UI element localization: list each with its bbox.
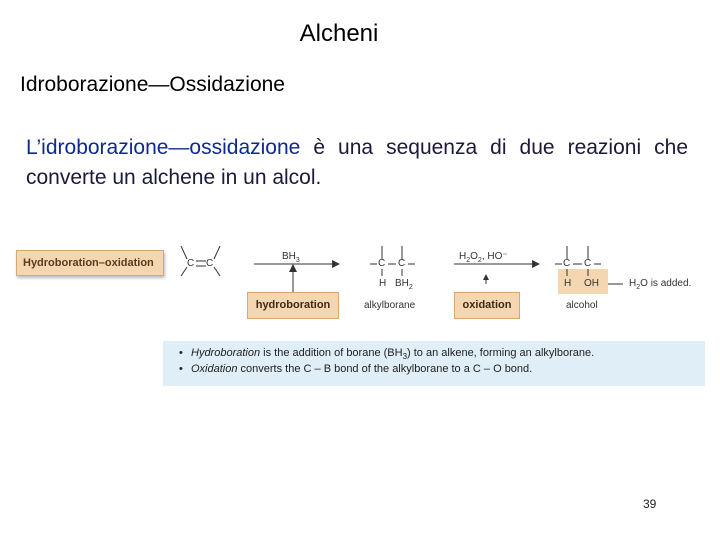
summary-notes xyxy=(163,341,705,386)
reagent-2: $H_2O_2$, HO⁻ xyxy=(459,251,508,264)
note-bullet-oxidation: • Oxidation converts the C – B bond of the alkylborane to a C – O bond. xyxy=(179,363,533,375)
arrow-1-head xyxy=(332,260,340,268)
intro-paragraph xyxy=(26,133,688,193)
product-oh: OH xyxy=(584,278,599,289)
arrow-1-pointer-head xyxy=(289,264,297,272)
note-term: Oxidation xyxy=(191,363,238,375)
figure-header-label: Hydroboration–oxidation xyxy=(16,250,164,276)
page-number: 39 xyxy=(643,497,657,511)
paragraph-text: è una sequenza di due reazioni che converte un alchene in un alcol. xyxy=(26,136,688,189)
intermediate-b: $BH_2$ xyxy=(395,278,413,291)
water-added-note: $H_2O$ is added. xyxy=(629,278,692,291)
product-label: alcohol xyxy=(566,300,598,311)
reagent-1: $BH_3$ xyxy=(282,251,300,264)
slide-subtitle: Idroborazione—Ossidazione xyxy=(20,73,285,96)
alkene-bond-ur xyxy=(214,246,220,259)
product-c1: C xyxy=(563,258,571,269)
note-bullet-hydroboration: • Hydroboration is the addition of borane $(BH_3)$ to an alkene, forming an alkylborane. xyxy=(179,347,595,362)
arrow-2-head xyxy=(532,260,540,268)
product-h: H xyxy=(564,278,572,289)
paragraph-term: L’idroborazione—ossidazione xyxy=(26,136,301,159)
intermediate-h: H xyxy=(379,278,387,289)
note-term: Hydroboration xyxy=(191,347,261,359)
alkene-atom-1: C xyxy=(187,258,195,269)
product-c2: C xyxy=(584,258,592,269)
slide-title: Alcheni xyxy=(299,20,379,47)
intermediate-c2: C xyxy=(398,258,406,269)
alkene-bond-lr xyxy=(214,267,220,276)
arrow-2-pointer-head xyxy=(483,274,489,280)
step-hydroboration-box: hydroboration xyxy=(247,292,339,319)
intermediate-c1: C xyxy=(378,258,386,269)
intermediate-label: alkylborane xyxy=(364,300,416,311)
step-oxidation-box: oxidation xyxy=(454,292,520,319)
alkene-atom-2: C xyxy=(206,258,214,269)
